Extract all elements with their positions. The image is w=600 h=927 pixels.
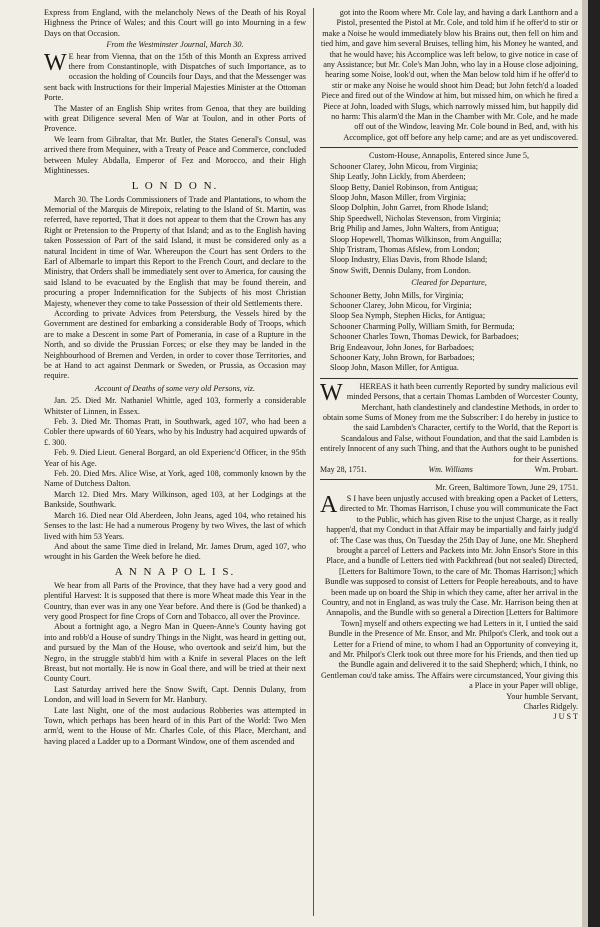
article-prince-wales: Express from England, with the melancholy News of the Death of his Royal Highness the Prince of Wales; and this Court will go into Mourning in a few Days on that Occasion. bbox=[44, 8, 306, 38]
article-robbery: Late last Night, one of the most audacious Robberies was attempted in Town, which perhaps has been heard of in this Part of the World: Two Men arm'd, went to the House of Mr. Charles Cole, of this Place, Merchant, and having placed a Ladder up to a Dormant Window, one of them ascended and bbox=[44, 705, 306, 746]
letter-dateline: Mr. Green, Baltimore Town, June 29, 1751. bbox=[435, 483, 578, 493]
signature-line-1 bbox=[320, 465, 578, 475]
cleared-item: Sloop Sea Nymph, Stephen Hicks, for Antigua; bbox=[330, 311, 486, 321]
closing: Your humble Servant, bbox=[506, 691, 578, 701]
article-genoa: The Master of an English Ship writes from Genoa, that they are building with great Diligence several Men of War at Toulon, and in other Ports of Provence. bbox=[44, 103, 306, 134]
signature-name: Wm. Probart. bbox=[534, 465, 578, 475]
cleared-list bbox=[320, 291, 578, 374]
advert-whereas bbox=[320, 379, 578, 465]
cleared-item: Schooner Clarey, John Micou, for Virginia; bbox=[330, 300, 472, 310]
drop-cap: W bbox=[320, 379, 343, 406]
entered-item: Ship Leatly, John Lickly, from Aberdeen; bbox=[330, 172, 466, 182]
entered-list bbox=[320, 162, 578, 276]
drop-cap: A bbox=[320, 491, 338, 518]
death-7: And about the same Time died in Ireland, Mr. James Drum, aged 107, who wrought in his Garden the Week before he died. bbox=[44, 541, 306, 562]
death-4: Feb. 20. Died Mrs. Alice Wise, at York, aged 108, commonly known by the Name of Dutchess Dalton. bbox=[44, 469, 306, 489]
heading-cleared: Cleared for Departure, bbox=[411, 278, 487, 288]
cleared-item: Schooner Katy, John Brown, for Barbadoes; bbox=[330, 353, 475, 362]
article-gibraltar: We learn from Gibraltar, that Mr. Butler, the States General's Consul, was arrived there from Mequinez, with a Treaty of Peace and Commerce, concluded between Muley Abdalla, Emperor of Fez and Morocco, and their High Mightinesses. bbox=[44, 134, 306, 176]
right-column bbox=[320, 8, 578, 923]
entered-item: Sloop John, Mason Miller, from Virginia; bbox=[330, 192, 467, 202]
letter-text: S I have been unjustly accused with breaking open a Packet of Letters, directed to Mr. Thomas Harrison, I chuse you will communicate the Fact to the Public, which has given Rise to the unjust Charge, as it really happen'd, that my Conduct in that Affair may be impartially and fairly judg'd of: The Case was thus, On Tuesday the 25th Day of June, one Mr. Shepherd brought a parcel of Letters and Packets into Mr. John Ensor's Store in this Place, and a bundle of Letters tied with Packthread (but not sealed) Directed, [Letters for Baltimore Town, to the care of Mr. Thomas Harrison;] which Bundle was supposed to consist of Letters for People hereabouts, and to have been made up on board the Ship in which they came, after her arrival in the Country, and not in England, as was truly the Case. Mr. Harrison being then at Annapolis, and the Bundle with so general a Direction [Letters for Baltimore Town] myself and others expecting we had Letters in it, I untied the said Bundle in the Presence of Mr. Ensor, and Mr. Philpot's Clerk, and took out a Letter for a Friend of mine, to whom I had an Opportunity of conveying it, and Mr. Philpot's Clerk took out three more for his Friends, and then tied up the Bundle again and delivered it to the said Shepherd; which, I think, no Gentleman cou'd take amiss. The Affairs were circumstanced, Your giving this a Place in your Paper will oblige, bbox=[321, 493, 578, 691]
heading-london: L O N D O N. bbox=[131, 179, 219, 192]
article-robbery-cont: got into the Room where Mr. Cole lay, and having a dark Lanthorn and a Pistol, presented the Pistol at Mr. Cole, and told him if he offer'd to stir or make a Noise he would immediately blow his Brains out, then fell on him and tied him, and gave him several Bruises, telling him, his Money he wanted, and that he would have; his Accomplice was left below, to give notice in case of any Assistance; but Mr. Cole's Man John, who lay in a House close adjoining, hearing some Noise, look'd out, when the Man below told him if he offer'd to stir or make any Noise he would shoot him Dead; but John fetch'd a loaded Piece and fired out of the Window at him, but missed him, on which he fired a Piece at John, loaded with Slugs, which narrowly missed him, but happily did no harm: This alarm'd the Man in the Chamber with Mr. Cole, and he made off out of the Window, leaving Mr. Cole bound in Bed, and, with his Accomplice, got off before any help came; and are as yet undiscovered. bbox=[320, 8, 578, 142]
entered-item: Ship Tristram, Thomas Afslew, from London; bbox=[330, 244, 480, 254]
drop-cap: W bbox=[44, 49, 67, 76]
article-harvest: We hear from all Parts of the Province, that they have had a very good and plentiful Harvest: It is supposed that there is more Wheat made this Year in the Country, than ever was in any one Year before. And there is (God be thanked) a very good Prospect for fine Crops of Corn and Tobacco, all over the Province. bbox=[44, 580, 306, 621]
signature-name: Charles Ridgely. bbox=[523, 702, 578, 711]
entered-item: Schooner Clarey, John Micou, from Virginia; bbox=[330, 161, 479, 171]
rule bbox=[320, 378, 578, 379]
cleared-item: Brig Endeavour, John Jones, for Barbadoes; bbox=[330, 342, 475, 352]
entered-item: Sloop Industry, Elias Davis, from Rhode Island; bbox=[330, 255, 488, 265]
left-column bbox=[44, 8, 306, 923]
page-edge bbox=[588, 0, 600, 927]
entered-item: Brig Philip and James, John Walters, from Antigua; bbox=[330, 224, 499, 234]
entered-item: Sloop Betty, Daniel Robinson, from Antigua; bbox=[330, 182, 478, 192]
letter-body bbox=[320, 491, 578, 692]
death-1: Jan. 25. Died Mr. Nathaniel Whittle, aged 103, formerly a considerable Whitster of Linnen, in Essex. bbox=[44, 396, 306, 416]
heading-annapolis: A N N A P O L I S. bbox=[114, 565, 236, 578]
source-westminster: From the Westminster Journal, March 30. bbox=[106, 40, 244, 50]
article-snow-swift: Last Saturday arrived here the Snow Swift, Capt. Dennis Dulany, from London, and will load in Severn for Mr. Hanbury. bbox=[44, 684, 306, 705]
death-2: Feb. 3. Died Mr. Thomas Pratt, in Southwark, aged 107, who had been a Cobler there upwards of 60 Years, who by his Industry had acquired upwards of £. 300. bbox=[44, 417, 306, 447]
entered-item: Sloop Hopewell, Thomas Wilkinson, from Anguilla; bbox=[330, 234, 502, 244]
rule bbox=[320, 479, 578, 480]
cleared-item: Schooner Charles Town, Thomas Dewick, for Barbadoes; bbox=[330, 332, 519, 342]
entered-item: Snow Swift, Dennis Dulany, from London. bbox=[330, 265, 471, 275]
vienna-text: E hear from Vienna, that on the 15th of this Month an Express arrived there from Constantinople, with Dispatches of such Importance, as to occasion the holding of Councils four Days, and that the Messenger was sent back with Instructions for their Imperial Majesties Minister at the Ottoman Porte. bbox=[44, 51, 306, 103]
death-6: March 16. Died near Old Aberdeen, John Jeans, aged 104, who retained his Senses to the last: He had a numerous Progeny by two Wives, the last of which lived with him 53 Years. bbox=[44, 510, 306, 541]
cleared-item: Schooner Betty, John Mills, for Virginia; bbox=[330, 290, 464, 300]
death-5: March 12. Died Mrs. Mary Wilkinson, aged 103, at her Lodgings at the Bankside, Southwark. bbox=[44, 489, 306, 510]
cleared-item: Sloop John, Mason Miller, for Antigua. bbox=[330, 363, 459, 373]
heading-deaths: Account of Deaths of some very old Persons, viz. bbox=[94, 383, 256, 393]
whereas-text: HEREAS it hath been currently Reported by sundry malicious evil minded Persons, that a certain Thomas Lambden of Worcester County, Merchant, hath clandestinely and clandestine Methods, in order to obtain some Sums of Money from me the Subscriber: I do hereby in justice to the said Lambden's Character, certify to the World, that the Report is Scandalous and False, without Foundation, and that the said Lambden is entirely Innocent of any such Thing, and that the Authors ought to be punished for their Assertions. bbox=[320, 381, 578, 464]
death-3: Feb. 9. Died Lieut. General Borgard, an old Experienc'd Officer, in the 95th Year of his Age. bbox=[44, 448, 306, 468]
date-text: May 28, 1751. bbox=[320, 465, 367, 475]
entered-item: Sloop Dolphin, John Garret, from Rhode Island; bbox=[330, 203, 489, 213]
article-vienna bbox=[44, 49, 306, 104]
heading-custom-house: Custom-House, Annapolis, Entered since June 5, bbox=[368, 151, 530, 161]
article-trade-plantations: March 30. The Lords Commissioners of Trade and Plantations, to whom the Memorial of the Marquis de Mirepoix, relating to the Island of St. Martin, was referred, have reported, That it does not appear to them that the Crown has any Right or Pretension to the Property of that Island; and as to the English having taken Possession of Part of the said Island, it must be considered only as a natural Incident in time of War. Whereupon the Court has sent Orders to the Earl of Albemarle to impart this Report to the French Court, and declare to the Ministry, that Orders shall be immediately sent over to America, for causing the said Island to be evacuated by the English that may be found therein, and procuring a proper Indemnification for the Subjects of his most Christian Majesty, whenever they come to take Possession of their old Settlements there. bbox=[44, 194, 306, 308]
article-negro-robbery: About a fortnight ago, a Negro Man in Queen-Anne's County having got into and robb'd a House of sundry Things in the Night, was heard in getting out, and pursued by the Man of the House, who overtook and seiz'd him, but the Negro, in the struggle stabb'd him with a Knife in several Places on the left Breast, but not mortally. He is now in Goal there, and will be tried at their next County Court. bbox=[44, 622, 306, 684]
article-petersburg: According to private Advices from Petersburg, the Vessels hired by the Government are destined for embarking a considerable Body of Troops, which are to make a Descent in some Part of Pomerania, in case of a Rupture in the North, and so divide the Prussian Forces; or else they may be landed in the Neighbourhood of Bremen and Verden, in order to cover those Territories, and be at Hand to act against Denmark or Sweden, or Prussia, as Occasion may require. bbox=[44, 308, 306, 381]
entered-item: Ship Speedwell, Nicholas Stevenson, from Virginia; bbox=[330, 213, 501, 223]
cleared-item: Schooner Charming Polly, William Smith, for Bermuda; bbox=[330, 321, 515, 331]
column-divider bbox=[313, 8, 314, 916]
catchword: J U S T bbox=[553, 712, 578, 722]
handwritten-name: Wm. Williams bbox=[428, 465, 473, 475]
rule bbox=[320, 147, 578, 148]
